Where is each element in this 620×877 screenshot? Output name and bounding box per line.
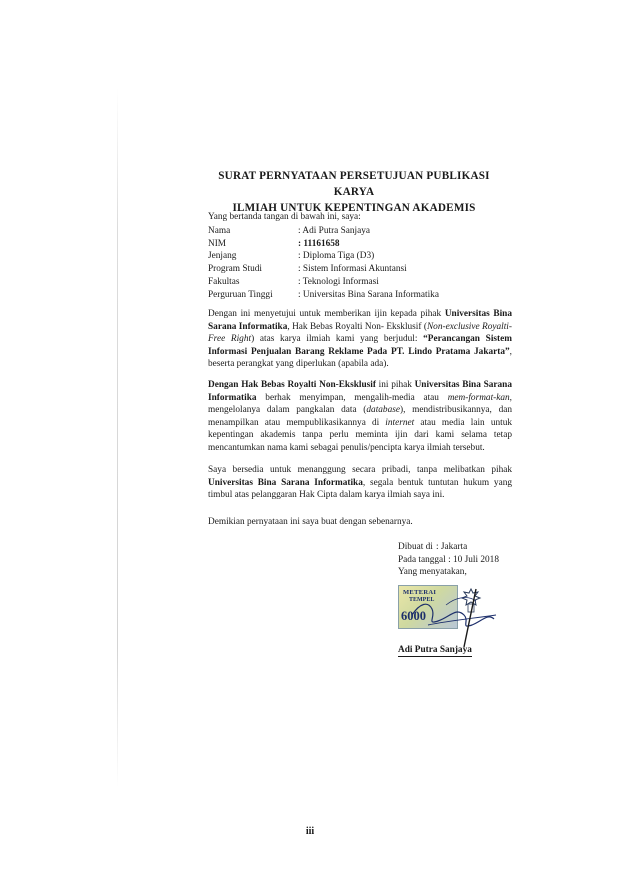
text-run: , segala bentuk tuntutan hukum yang timbul atas pelanggaran Hak Cipta dalam karya ilmiah saya ini.: [208, 477, 512, 501]
text-run: ini pihak: [375, 380, 415, 390]
made-at-value: : Jakarta: [436, 542, 468, 552]
stamp-and-signature: [398, 585, 518, 651]
field-row-university: [208, 289, 439, 302]
made-at-label: Dibuat di: [398, 542, 433, 552]
field-value: : Teknologi Informasi: [298, 276, 379, 287]
field-value: : Diploma Tiga (D3): [298, 251, 375, 262]
title-line-1: SURAT PERNYATAAN PERSETUJUAN PUBLIKASI KARYA: [218, 170, 490, 198]
title-line-2: ILMIAH UNTUK KEPENTINGAN AKADEMIS: [232, 202, 476, 214]
date-row: [398, 554, 518, 567]
field-label: Program Studi: [208, 264, 262, 275]
field-row-program: [208, 263, 439, 276]
thesis-title: “Perancangan Sistem Informasi Penjualan Barang Reklame Pada PT. Lindo Pratama Jakarta”: [208, 334, 513, 357]
field-label: Perguruan Tinggi: [208, 289, 273, 300]
consent-paragraph: [208, 308, 512, 371]
text-run: Saya bersedia untuk menanggung secara pribadi, tanpa melibatkan pihak: [208, 465, 512, 475]
field-row-nim: [208, 238, 439, 251]
stamp-label: METERAI: [403, 589, 437, 596]
identity-fields: [208, 225, 439, 301]
field-row-level: [208, 250, 439, 263]
stamp-value: 6000: [401, 609, 426, 623]
liability-paragraph: [208, 464, 512, 502]
text-run: Dengan ini menyetujui untuk memberikan ijin kepada pihak: [208, 309, 445, 319]
text-run-italic: database: [366, 405, 400, 416]
field-value: : Adi Putra Sanjaya: [298, 226, 371, 236]
text-run: ), mendistribusikannya, dan menampilkan atau mempublikasikannya di: [208, 405, 512, 428]
text-run-bold: Universitas Bina Sarana Informatika: [208, 309, 513, 332]
declarant-label: Yang menyatakan,: [398, 567, 467, 578]
closing-paragraph: Demikian pernyataan ini saya buat dengan sebenarnya.: [208, 517, 413, 527]
text-run: , mengelolanya dalam pangkalan data (: [208, 392, 512, 416]
text-run-bold: Dengan Hak Bebas Royalti Non-Eksklusif: [208, 380, 376, 390]
date-label: Pada tanggal: [398, 554, 446, 565]
intro-text: Yang bertanda tangan di bawah ini, saya:: [208, 212, 361, 222]
text-run: atau media lain untuk kepentingan akademis tanpa perlu meminta ijin dari kami selama tetap mencantumkan nama kami sebagai penulis/pencipta karya ilmiah tersebut.: [208, 417, 512, 453]
text-run-italic: Non-exclusive Royalti-Free Right: [208, 321, 512, 345]
text-run: ) atas karya ilmiah kami yang berjudul:: [251, 334, 424, 345]
text-run-bold: Universitas Bina Sarana Informatika: [208, 380, 512, 403]
stamp-label-2: TEMPEL: [409, 597, 435, 603]
field-value: : 11161658: [298, 238, 340, 249]
field-value: : Universitas Bina Sarana Informatika: [298, 289, 439, 300]
text-run: berhak menyimpan, mengalih-media atau: [256, 392, 448, 403]
field-row-name: [208, 225, 439, 238]
field-label: Fakultas: [208, 276, 240, 287]
field-row-faculty: [208, 276, 439, 289]
document-title: [202, 168, 506, 216]
text-run-italic: internet: [385, 417, 415, 428]
text-run-italic: mem-format-kan: [447, 392, 510, 403]
field-label: NIM: [208, 238, 227, 249]
text-run: , Hak Bebas Royalti Non- Eksklusif (: [287, 321, 427, 332]
signer-name: Adi Putra Sanjaya: [398, 645, 472, 655]
date-value: : 10 Juli 2018: [448, 554, 499, 565]
handwritten-signature-icon: [398, 585, 518, 651]
field-label: Nama: [208, 226, 231, 236]
text-run: , beserta perangkat yang diperlukan (apabila ada).: [208, 346, 512, 370]
page-edge-line: [117, 88, 118, 788]
field-value: : Sistem Informasi Akuntansi: [298, 264, 407, 275]
signature-block: [398, 541, 518, 655]
made-at-row: [398, 541, 518, 554]
letter-body: [208, 168, 513, 655]
text-run-bold: Universitas Bina Sarana Informatika: [208, 477, 363, 488]
field-label: Jenjang: [208, 251, 237, 262]
page-number: iii: [305, 826, 315, 837]
rights-paragraph: [208, 379, 512, 455]
